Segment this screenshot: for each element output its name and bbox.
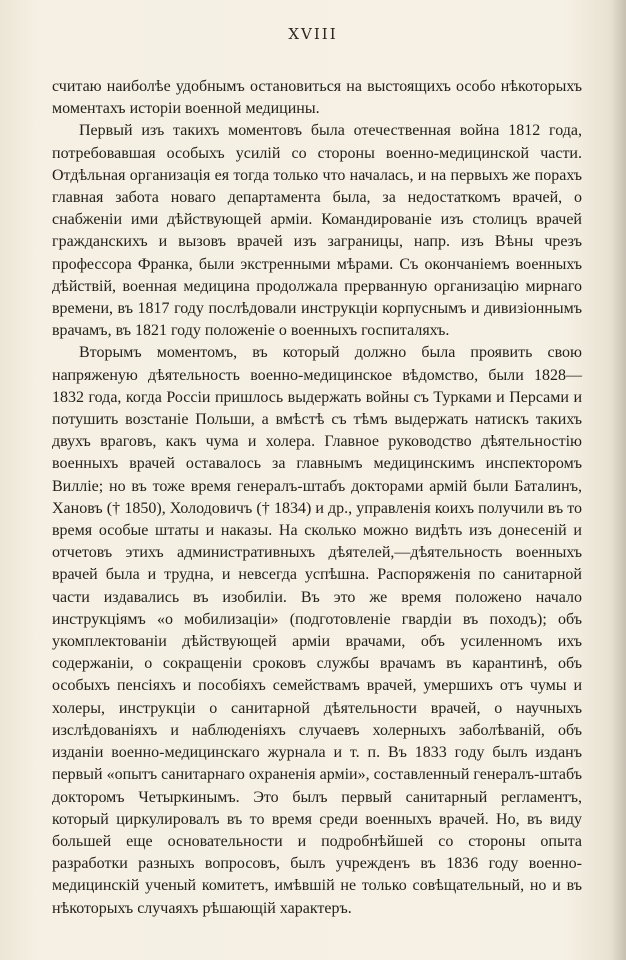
paragraph-2: Первый изъ такихъ моментовъ была отечественная война 1812 года, потребовавшая особыхъ усилій со стороны военно-медицинской части. Отдѣльная организація ея тогда только что началась, и на первыхъ же порахъ главная забота новаго департамента была, за недостаткомъ врачей, о снабженіи ими дѣйствующей арміи. Командированіе изъ столицъ врачей гражданскихъ и вызовъ врачей изъ заграницы, напр. изъ Вѣны чрезъ профессора Франка, были экстренными мѣрами. Съ окончаніемъ военныхъ дѣйствій, военная медицина продолжала прерванную организацію мирнаго времени, въ 1817 году послѣдовали инструкціи корпуснымъ и дивизіоннымъ врачамъ, въ 1821 году положеніе о военныхъ госпиталяхъ.	[52, 122, 582, 340]
page-number: XVIII	[288, 25, 338, 43]
page-gutter-shadow	[612, 0, 626, 960]
body-text	[52, 76, 582, 920]
paragraph-1: считаю наиболѣе удобнымъ остановиться на выстоящихъ особо нѣкоторыхъ моментахъ исторіи военной медицины.	[52, 78, 582, 118]
paragraph-3: Вторымъ моментомъ, въ который должно была проявить свою напряженую дѣятельность военно-медицинское вѣдомство, были 1828—1832 года, когда Россіи пришлось выдержать войны съ Турками и Персами и потушить возстаніе Польши, а вмѣстѣ съ тѣмъ выдержать натискъ такихъ двухъ враговъ, какъ чума и холера. Главное руководство дѣятельностію военныхъ врачей оставалось за главнымъ медицинскимъ инспекторомъ Виллie; но въ тоже время генералъ-штабъ докторами армій были Баталинъ, Хановъ († 1850), Холодовичъ († 1834) и др., управленія коихъ получили въ то время особые штаты и наказы. На сколько можно видѣть изъ донесеній и отчетовъ этихъ административныхъ дѣятелей,—дѣятельность военныхъ врачей была и трудна, и невсегда успѣшна. Распоряженія по санитарной части издавались въ изобиліи. Въ это же время положено начало инструкціямъ «о мобилизаціи» (подготовленіе гвардіи въ походъ); объ укомплектованіи дѣйствующей арміи врачами, объ усиленномъ ихъ содержаніи, о сокращеніи сроковъ службы врачамъ въ карантинѣ, объ особыхъ пенсіяхъ и пособіяхъ семействамъ врачей, умершихъ отъ чумы и холеры, инструкціи о санитарной дѣятельности врачей, о научныхъ изслѣдованіяхъ и наблюденіяхъ случаевъ холерныхъ заболѣваній, объ изданіи военно-медицинскаго журнала и т. п. Въ 1833 году былъ изданъ первый «опытъ санитарнаго охраненія арміи», составленный генералъ-штабъ докторомъ Четыркинымъ. Это былъ первый санитарный регламентъ, который циркулировалъ въ то время среди военныхъ врачей. Но, въ виду большей еще основательности и подробнѣйшей со стороны опыта разработки разныхъ вопросовъ, былъ учрежденъ въ 1836 году военно-медицинскій ученый комитетъ, имѣвшій не только совѣщательный, но и въ нѣкоторыхъ случаяхъ рѣшающій характеръ.	[52, 344, 582, 917]
